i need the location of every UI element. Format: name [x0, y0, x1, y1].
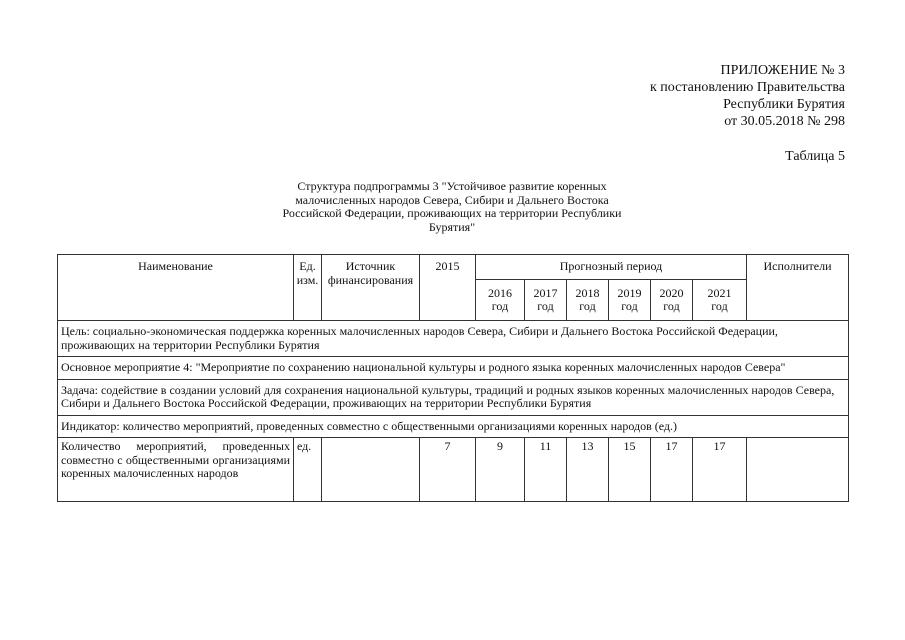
document-title	[230, 180, 674, 234]
header-source-line: финансирования	[327, 272, 414, 287]
activity-row	[58, 357, 849, 380]
value-2018: 13	[567, 438, 609, 502]
indicator-source	[322, 438, 420, 502]
indicator-unit: ед.	[294, 438, 322, 502]
table-row	[58, 438, 849, 502]
header-year-2019	[609, 280, 651, 321]
table-number: Таблица 5	[785, 149, 845, 164]
task-row	[58, 379, 849, 415]
year-suffix: год	[579, 299, 596, 313]
header-unit	[294, 255, 322, 321]
indicator-text: Индикатор: количество мероприятий, проведенных совместно с общественными организациями коренных народов (ед.)	[58, 415, 849, 438]
appendix-title: ПРИЛОЖЕНИЕ № 3	[720, 63, 845, 78]
year-suffix: год	[621, 299, 638, 313]
value-2017: 11	[525, 438, 567, 502]
header-source	[322, 255, 420, 321]
appendix-resolution: к постановлению Правительства	[649, 80, 845, 95]
header-executors: Исполнители	[747, 255, 849, 321]
appendix-date: от 30.05.2018 № 298	[724, 114, 845, 129]
header-forecast: Прогнозный период	[476, 255, 747, 280]
header-year-2020	[651, 280, 693, 321]
activity-text: Основное мероприятие 4: "Мероприятие по сохранению национальной культуры и родного языка коренных малочисленных народов Севера"	[58, 357, 849, 380]
value-2019: 15	[609, 438, 651, 502]
indicator-row	[58, 415, 849, 438]
header-row	[58, 255, 849, 280]
value-2021: 17	[693, 438, 747, 502]
year-label: 2018	[575, 285, 600, 300]
year-suffix: год	[491, 299, 509, 313]
value-2016: 9	[476, 438, 525, 502]
title-line: Бурятия"	[428, 219, 476, 234]
year-label: 2021	[707, 285, 732, 300]
header-year-2016	[476, 280, 525, 321]
appendix-header	[650, 62, 845, 130]
header-source-line: Источник	[345, 259, 396, 273]
goal-text: Цель: социально-экономическая поддержка коренных малочисленных народов Севера, Сибири и Дальнего Востока Российской Федерации, проживающих на территории Республики Бурятия	[58, 321, 849, 357]
title-line: малочисленных народов Севера, Сибири и Дальнего Востока	[295, 192, 609, 207]
header-name: Наименование	[58, 255, 294, 321]
title-line: Российской Федерации, проживающих на территории Республики	[282, 206, 622, 220]
header-base-year: 2015	[420, 255, 476, 321]
header-year-2021	[693, 280, 747, 321]
year-suffix: год	[663, 299, 680, 313]
header-year-2017	[525, 280, 567, 321]
year-label: 2017	[533, 285, 558, 300]
indicator-name: Количество мероприятий, проведенных совместно с общественными организациями коренных малочисленных народов	[58, 438, 294, 502]
year-suffix: год	[537, 299, 554, 313]
title-line: Структура подпрограммы 3 "Устойчивое развитие коренных	[297, 179, 607, 193]
year-suffix: год	[711, 299, 728, 313]
header-unit-line: Ед.	[299, 259, 316, 273]
value-2015: 7	[420, 438, 476, 502]
value-2020: 17	[651, 438, 693, 502]
year-label: 2016	[488, 285, 512, 300]
structure-table	[57, 254, 849, 502]
year-label: 2020	[659, 285, 684, 300]
header-unit-line: изм.	[296, 272, 319, 287]
indicator-executors	[747, 438, 849, 502]
appendix-republic: Республики Бурятия	[723, 97, 845, 112]
header-year-2018	[567, 280, 609, 321]
year-label: 2019	[617, 285, 642, 300]
goal-row	[58, 321, 849, 357]
task-text: Задача: содействие в создании условий для сохранения национальной культуры, традиций и родных языков коренных малочисленных народов Севера, Сибири и Дальнего Востока Российской Федерации, проживающих на территории Республики Бурятия	[58, 379, 849, 415]
